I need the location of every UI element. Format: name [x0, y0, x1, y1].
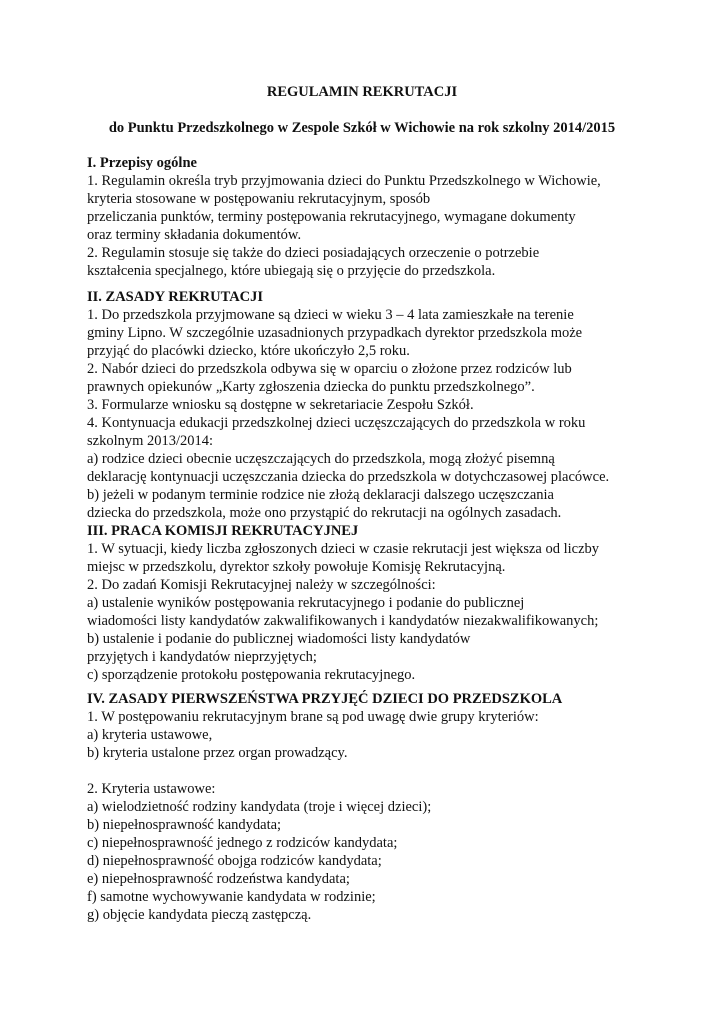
text-line: e) niepełnosprawność rodzeństwa kandydata; [87, 871, 350, 887]
text-line: 2. Kryteria ustawowe: [87, 781, 216, 797]
text-line: przyjąć do placówki dziecko, które ukończyło 2,5 roku. [87, 343, 410, 359]
text-line: 4. Kontynuacja edukacji przedszkolnej dzieci uczęszczających do przedszkola w roku [87, 415, 586, 431]
text-line: b) jeżeli w podanym terminie rodzice nie złożą deklaracji dalszego uczęszczania [87, 487, 554, 503]
text-line: b) kryteria ustalone przez organ prowadzący. [87, 745, 348, 761]
text-line: gminy Lipno. W szczególnie uzasadnionych przypadkach dyrektor przedszkola może [87, 325, 583, 341]
text-line: przyjętych i kandydatów nieprzyjętych; [87, 649, 317, 665]
section-recruitment-rules [87, 288, 647, 522]
section-recruitment-committee [87, 522, 647, 684]
text-line: 1. Regulamin określa tryb przyjmowania dzieci do Punktu Przedszkolnego w Wichowie, [87, 173, 601, 189]
text-line: dziecka do przedszkola, może ono przystąpić do rekrutacji na ogólnych zasadach. [87, 505, 562, 521]
section-heading: IV. ZASADY PIERWSZEŃSTWA PRZYJĘĆ DZIECI DO PRZEDSZKOLA [87, 691, 563, 707]
text-line: miejsc w przedszkolu, dyrektor szkoły powołuje Komisję Rekrutacyjną. [87, 559, 506, 575]
section-heading: II. ZASADY REKRUTACJI [87, 289, 264, 305]
text-line: 2. Do zadań Komisji Rekrutacyjnej należy w szczególności: [87, 577, 436, 593]
text-line: przeliczania punktów, terminy postępowania rekrutacyjnego, wymagane dokumenty [87, 209, 576, 225]
text-line: 3. Formularze wniosku są dostępne w sekretariacie Zespołu Szkół. [87, 397, 474, 413]
text-line: deklarację kontynuacji uczęszczania dziecka do przedszkola w dotychczasowej placówce. [87, 469, 610, 485]
text-line: szkolnym 2013/2014: [87, 433, 214, 449]
text-line: prawnych opiekunów „Karty zgłoszenia dziecka do punktu przedszkolnego”. [87, 379, 535, 395]
text-line: c) sporządzenie protokołu postępowania rekrutacyjnego. [87, 667, 416, 683]
text-line: c) niepełnosprawność jednego z rodziców kandydata; [87, 835, 398, 851]
text-line: 2. Regulamin stosuje się także do dzieci posiadających orzeczenie o potrzebie [87, 245, 540, 261]
text-line: a) wielodzietność rodziny kandydata (troje i więcej dzieci); [87, 799, 432, 815]
section-general-provisions [87, 154, 647, 280]
text-line: kształcenia specjalnego, które ubiegają się o przyjęcie do przedszkola. [87, 263, 496, 279]
text-line: a) rodzice dzieci obecnie uczęszczających do przedszkola, mogą złożyć pisemną [87, 451, 555, 467]
section-admission-priority [87, 690, 647, 924]
text-line: kryteria stosowane w postępowaniu rekrutacyjnym, sposób [87, 191, 431, 207]
text-line: f) samotne wychowywanie kandydata w rodzinie; [87, 889, 376, 905]
text-line: wiadomości listy kandydatów zakwalifikowanych i kandydatów niezakwalifikowanych; [87, 613, 599, 629]
text-line: b) ustalenie i podanie do publicznej wiadomości listy kandydatów [87, 631, 471, 647]
text-line: 1. Do przedszkola przyjmowane są dzieci w wieku 3 – 4 lata zamieszkałe na terenie [87, 307, 574, 323]
text-line: oraz terminy składania dokumentów. [87, 227, 302, 243]
text-line: 1. W sytuacji, kiedy liczba zgłoszonych dzieci w czasie rekrutacji jest większa od liczby [87, 541, 600, 557]
document-subtitle: do Punktu Przedszkolnego w Zespole Szkół w Wichowie na rok szkolny 2014/2015 [108, 120, 616, 136]
text-line: g) objęcie kandydata pieczą zastępczą. [87, 907, 312, 923]
text-line: a) ustalenie wyników postępowania rekrutacyjnego i podanie do publicznej [87, 595, 525, 611]
text-line: d) niepełnosprawność obojga rodziców kandydata; [87, 853, 382, 869]
text-line: 2. Nabór dzieci do przedszkola odbywa się w oparciu o złożone przez rodziców lub [87, 361, 572, 377]
paragraph-gap [87, 762, 647, 780]
text-line: 1. W postępowaniu rekrutacyjnym brane są pod uwagę dwie grupy kryteriów: [87, 709, 539, 725]
section-heading: III. PRACA KOMISJI REKRUTACYJNEJ [87, 523, 359, 539]
section-heading: I. Przepisy ogólne [87, 155, 197, 171]
text-line: b) niepełnosprawność kandydata; [87, 817, 282, 833]
document-title: REGULAMIN REKRUTACJI [266, 84, 458, 100]
text-line: a) kryteria ustawowe, [87, 727, 213, 743]
